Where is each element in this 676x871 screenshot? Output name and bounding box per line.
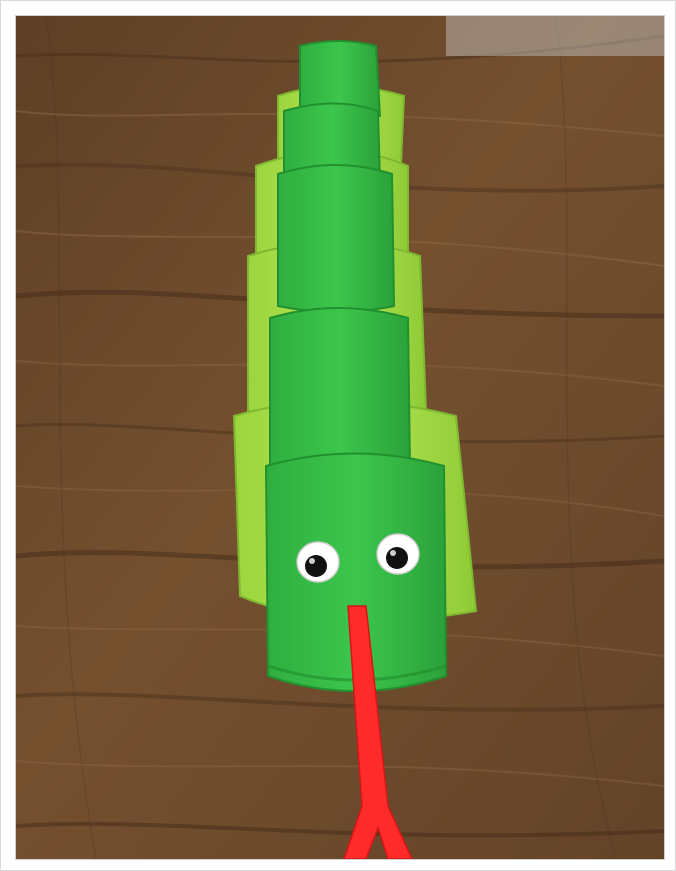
left-eye-icon xyxy=(297,542,339,582)
photo xyxy=(15,15,665,860)
right-eye-icon xyxy=(377,534,419,574)
paper-snake-photo xyxy=(16,16,664,859)
table-reflection xyxy=(446,16,664,56)
body-dark-ring-3 xyxy=(278,165,394,312)
